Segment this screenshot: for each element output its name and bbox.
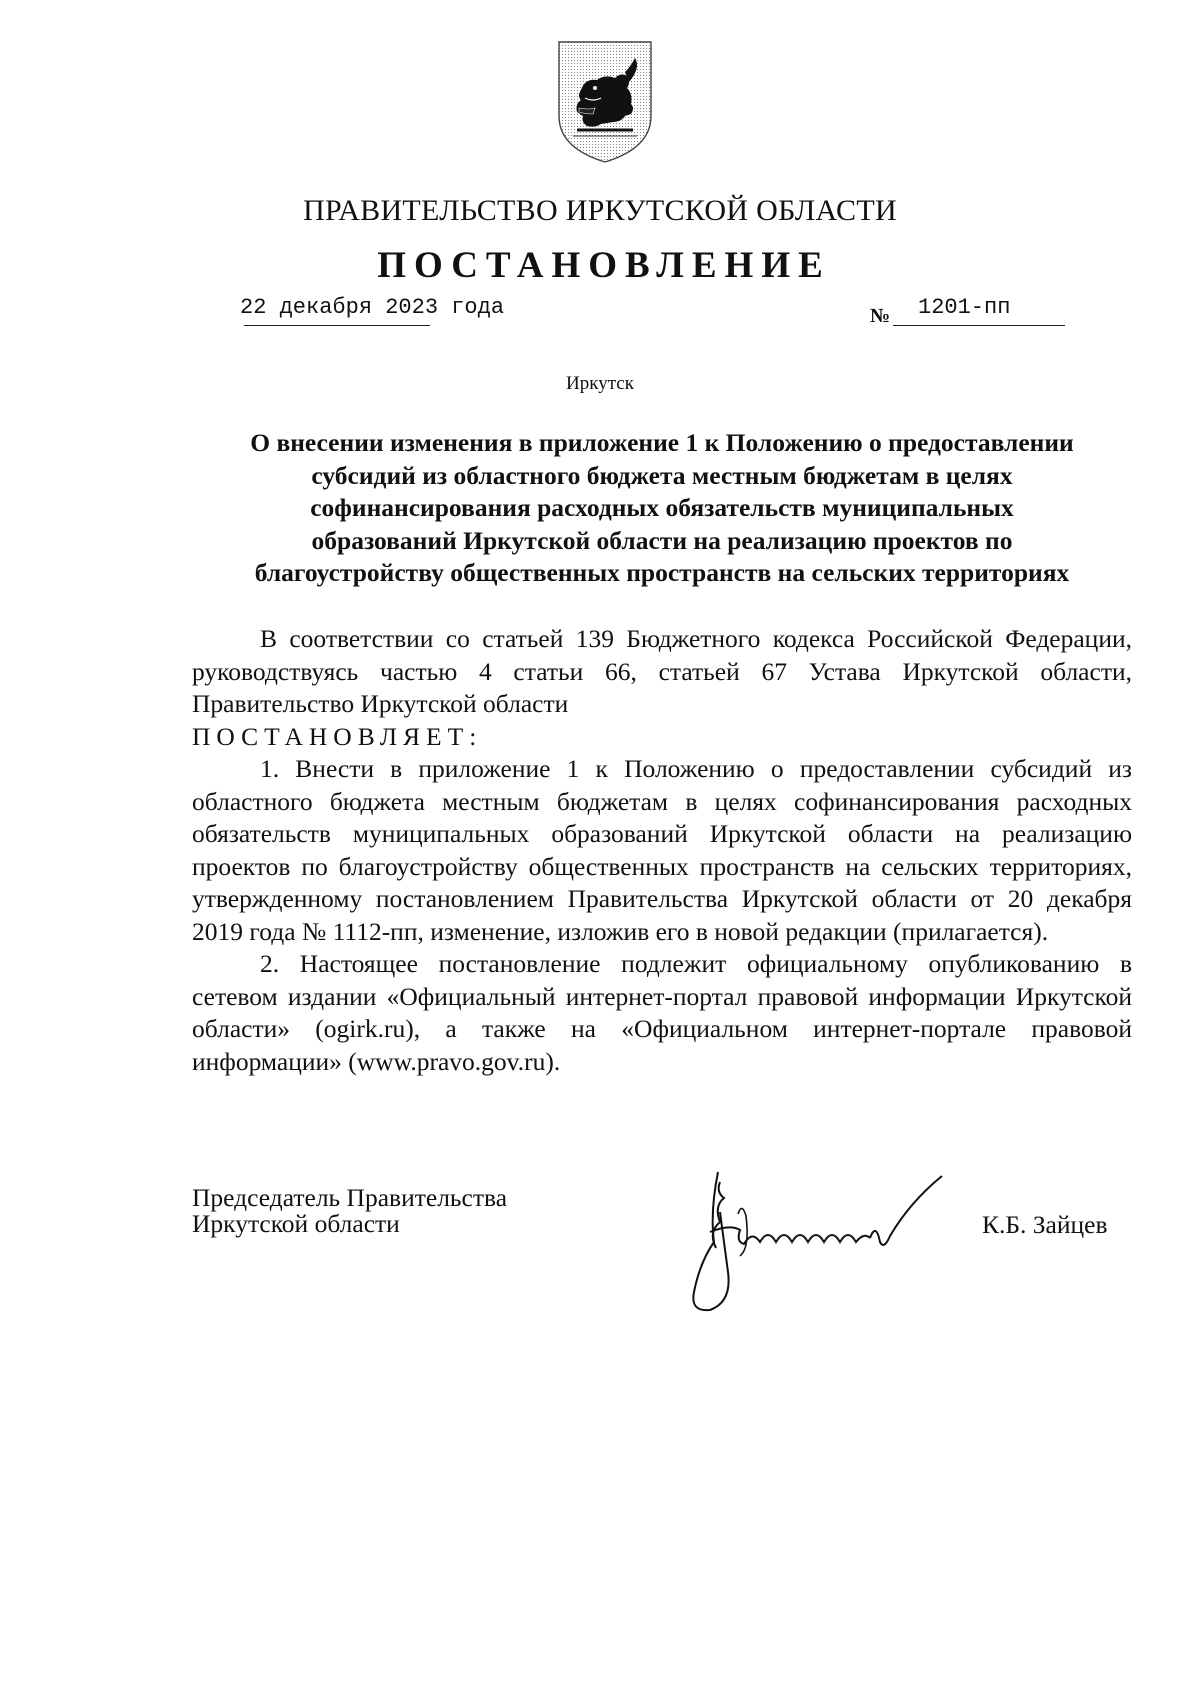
handwritten-signature (680, 1152, 970, 1322)
document-title (192, 427, 1132, 590)
title-line: субсидий из областного бюджета местным бюджетам в целях (311, 460, 1013, 490)
title-line: образований Иркутской области на реализацию проектов по (311, 525, 1013, 555)
date-underline (244, 325, 430, 326)
item-2-paragraph: 2. Настоящее постановление подлежит официальному опубликованию в сетевом издании «Официальный интернет-портал правовой информации Иркутской области» (ogirk.ru), а также на «Официальном интернет-портале правовой информации» (www.pravo.gov.ru). (192, 949, 1132, 1076)
signer-name: К.Б. Зайцев (982, 1210, 1108, 1239)
preamble-paragraph: В соответствии со статьей 139 Бюджетного кодекса Российской Федерации, руководствуясь частью 4 статьи 66, статьей 67 Устава Иркутской области, Правительство Иркутской области (192, 624, 1132, 718)
title-line: благоустройству общественных пространств на сельских территориях (254, 558, 1070, 587)
document-type-heading: ПОСТАНОВЛЕНИЕ (377, 245, 831, 286)
item-1-paragraph: 1. Внести в приложение 1 к Положению о предоставлении субсидий из областного бюджета местным бюджетам в целях софинансирования расходных обязательств муниципальных образований Иркутской области на реализацию проектов по благоустройству общественных пространств на сельских территориях, утвержденному постановлением Правительства Иркутской области от 20 декабря 2019 года № 1112-пп, изменение, изложив его в новой редакции (прилагается). (192, 754, 1132, 946)
document-date: 22 декабря 2023 года (240, 295, 505, 320)
document-body (192, 623, 1132, 1078)
government-name: ПРАВИТЕЛЬСТВО ИРКУТСКОЙ ОБЛАСТИ (303, 194, 897, 227)
document-number: 1201-пп (918, 295, 1011, 320)
coat-of-arms-icon (555, 38, 655, 166)
resolves-heading: ПОСТАНОВЛЯЕТ: (192, 721, 483, 751)
signer-title-line: Председатель Правительства (192, 1183, 508, 1212)
number-sign: № (870, 305, 891, 327)
city-name: Иркутск (566, 373, 634, 394)
title-line: софинансирования расходных обязательств муниципальных (310, 493, 1014, 522)
number-underline (893, 325, 1065, 326)
title-line: О внесении изменения в приложение 1 к Положению о предоставлении (250, 428, 1074, 457)
signer-title-line: Иркутской области (192, 1209, 400, 1238)
signer-title (192, 1185, 507, 1237)
